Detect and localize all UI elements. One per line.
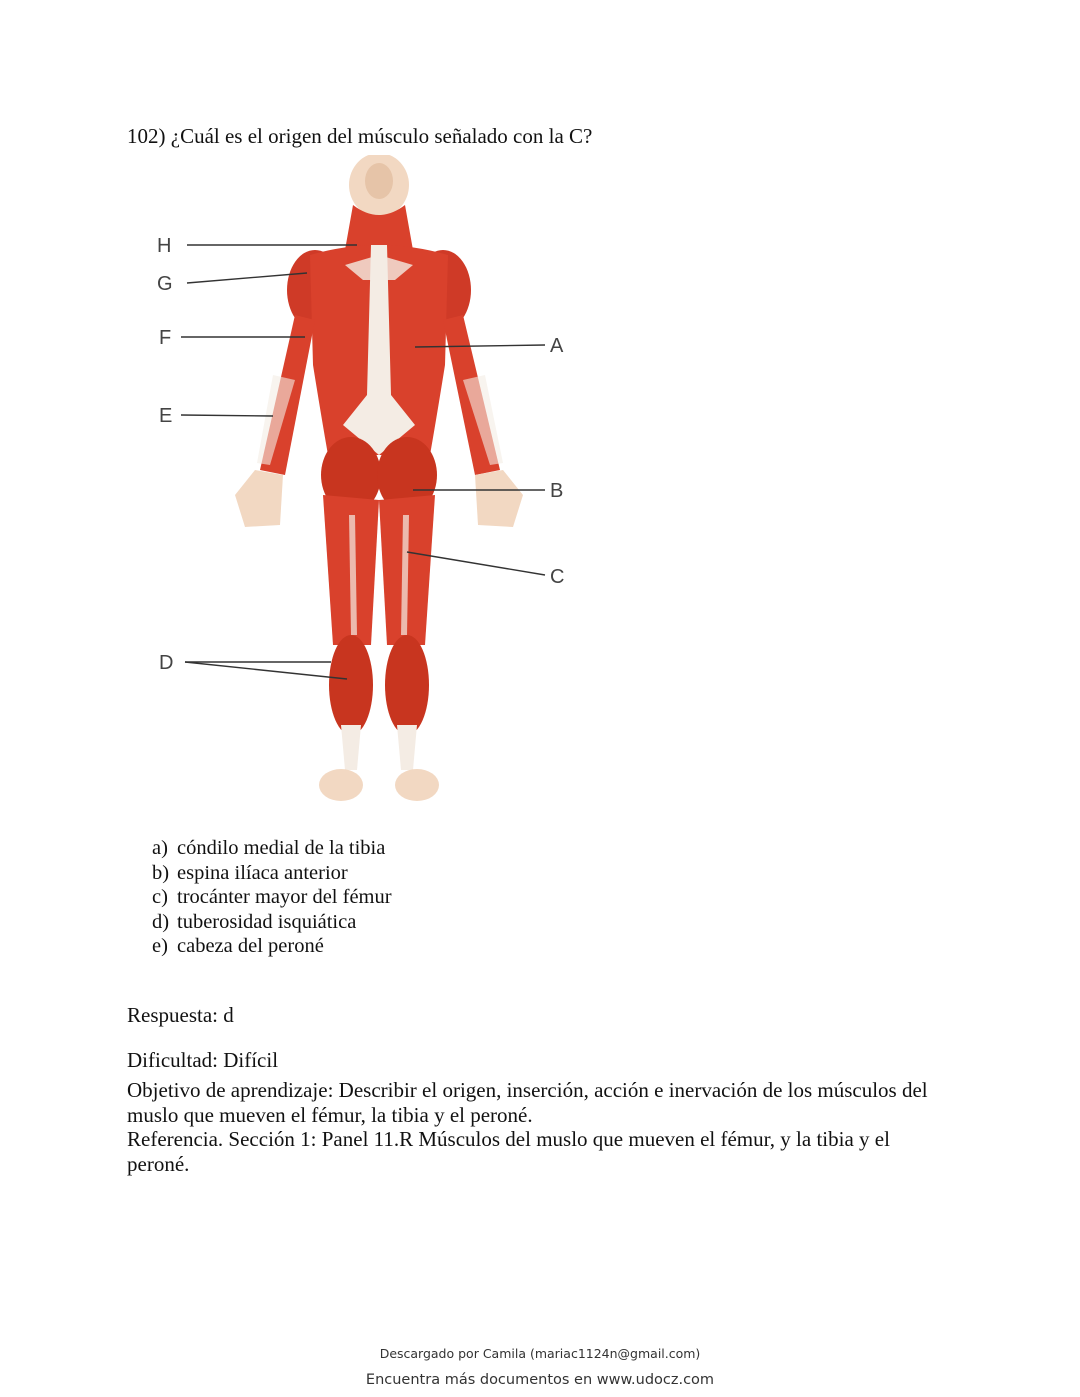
footer-link[interactable]: Encuentra más documentos en www.udocz.com [365, 1372, 715, 1388]
posterior-muscles-illustration [145, 155, 605, 815]
label-d: D [159, 652, 174, 674]
label-a: A [550, 335, 564, 357]
right-calf [385, 635, 429, 735]
left-foot [319, 769, 363, 801]
reference-text: Referencia. Sección 1: Panel 11.R Músculos del muslo que mueven el fémur, y la tibia y el peroné. [127, 1127, 890, 1176]
right-foot [395, 769, 439, 801]
footer-downloaded: Descargado por Camila (mariac1124n@gmail.com) [379, 1346, 701, 1361]
label-g: G [157, 273, 173, 295]
left-hand [235, 470, 283, 527]
answer-options [152, 836, 392, 959]
option-c: c) trocánter mayor del fémur [152, 886, 392, 908]
option-b: b) espina ilíaca anterior [152, 861, 348, 884]
left-calf [329, 635, 373, 735]
option-d: d) tuberosidad isquiática [152, 910, 357, 933]
option-a: a) cóndilo medial de la tibia [152, 837, 386, 859]
objective-text: Objetivo de aprendizaje: Describir el origen, inserción, acción e inervación de los músculos del muslo que mueven el fémur, la tibia y el peroné. [127, 1078, 928, 1127]
answer-text: Respuesta: d [127, 1003, 234, 1027]
label-c: C [550, 566, 565, 588]
label-f: F [159, 327, 172, 349]
label-h: H [157, 235, 172, 257]
muscle-figure [145, 155, 605, 815]
right-hand [475, 470, 523, 527]
question-text: 102) ¿Cuál es el origen del músculo señalado con la C? [127, 124, 593, 148]
label-e: E [159, 405, 173, 427]
option-e: e) cabeza del peroné [152, 935, 324, 957]
difficulty-text: Dificultad: Difícil [127, 1048, 279, 1072]
label-b: B [550, 480, 564, 502]
